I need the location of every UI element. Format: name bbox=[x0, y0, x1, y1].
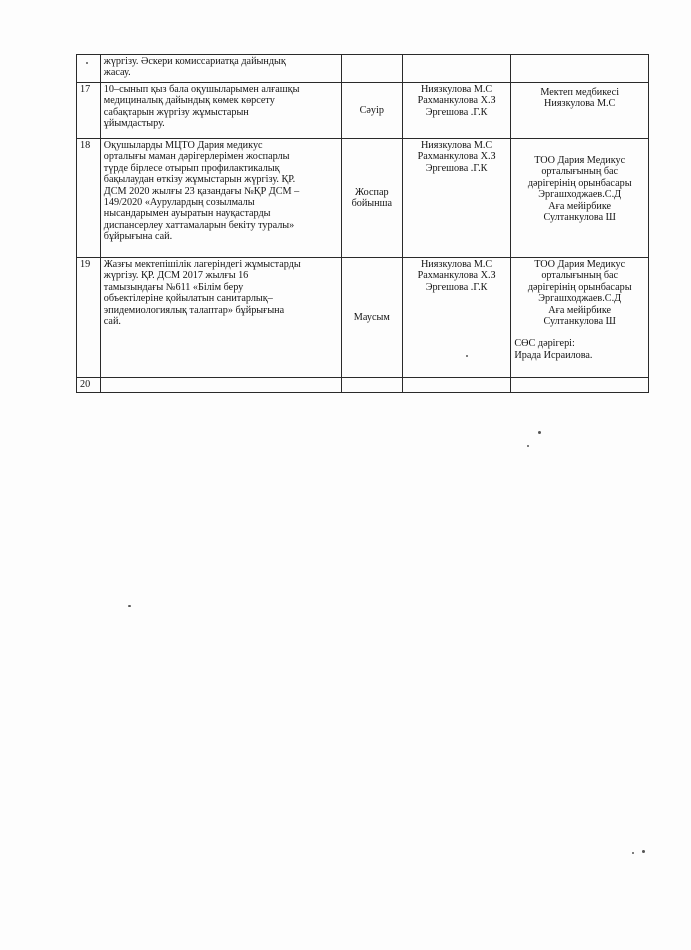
scan-speck bbox=[128, 605, 131, 607]
table-row bbox=[77, 83, 649, 139]
row-number: 20 bbox=[77, 378, 101, 393]
row-responsible: Ниязкулова М.С Рахманкулова Х.З Эргешова .Г.К bbox=[402, 258, 511, 378]
row-description bbox=[100, 378, 341, 393]
row-period bbox=[341, 378, 402, 393]
row-description: жүргізу. Әскери комиссариатқа дайындық жасау. bbox=[100, 55, 341, 83]
row-number: 19 bbox=[77, 258, 101, 378]
row-period: Сәуір bbox=[341, 83, 402, 139]
row-number: 17 bbox=[77, 83, 101, 139]
table-row bbox=[77, 139, 649, 258]
row-number bbox=[77, 55, 101, 83]
row-number: 18 bbox=[77, 139, 101, 258]
row-responsible bbox=[402, 378, 511, 393]
scan-speck bbox=[538, 431, 541, 434]
table-row bbox=[77, 378, 649, 393]
table-row bbox=[77, 258, 649, 378]
scan-speck bbox=[642, 850, 645, 853]
row-period bbox=[341, 55, 402, 83]
scan-speck bbox=[632, 852, 634, 854]
row-period: Жоспар бойынша bbox=[341, 139, 402, 258]
table-row bbox=[77, 55, 649, 83]
row-description: 10–сынып қыз бала оқушыларымен алғашқы медициналық дайындық көмек көрсету сабақтарын жүргізу жұмыстарын ұйымдастыру. bbox=[100, 83, 341, 139]
scan-speck bbox=[527, 445, 529, 447]
row-responsible bbox=[402, 55, 511, 83]
row-responsible: Ниязкулова М.С Рахманкулова Х.З Эргешова .Г.К bbox=[402, 83, 511, 139]
doctor-signature-block: СӨС дәрігері: Ирада Исраилова. bbox=[514, 338, 593, 361]
scan-speck bbox=[466, 355, 468, 357]
row-partner: Мектеп медбикесі Ниязкулова М.С bbox=[511, 83, 649, 139]
row-partner bbox=[511, 378, 649, 393]
row-partner: ТОО Дария Медикус орталығының бас дәрігерінің орынбасары Эргашходжаев.С.Д Аға мейірбике Султанкулова Ш СӨС дәрігері: Ирада Исраилова. bbox=[511, 258, 649, 378]
row-description: Жазғы мектепішілік лагеріндегі жұмыстарды жүргізу. ҚР. ДСМ 2017 жылғы 16 тамызындағы №611 «Білім беру объектілеріне қойылатын санитарлық– эпидемиологиялық талаптар» бұйрығына сай. bbox=[100, 258, 341, 378]
row-period: Маусым bbox=[341, 258, 402, 378]
row-partner bbox=[511, 55, 649, 83]
scan-speck bbox=[86, 62, 88, 64]
plan-table bbox=[76, 54, 649, 393]
row-partner: ТОО Дария Медикус орталығының бас дәрігерінің орынбасары Эргашходжаев.С.Д Аға мейірбике Султанкулова Ш bbox=[511, 139, 649, 258]
row-responsible: Ниязкулова М.С Рахманкулова Х.З Эргешова .Г.К bbox=[402, 139, 511, 258]
row-description: Оқушыларды МЦТО Дария медикус орталығы маман дәрігерлерімен жоспарлы түрде бірлесе отырып профилактикалық бақылаудан өткізу жұмыстарын жүргізу. ҚР. ДСМ 2020 жылғы 23 қазандағы №ҚР ДСМ – 149/2020 «Аурулардың созылмалы нысандарымен ауыратын науқастарды диспансерлеу хаттамаларын бекіту туралы» бұйрығына сай. bbox=[100, 139, 341, 258]
